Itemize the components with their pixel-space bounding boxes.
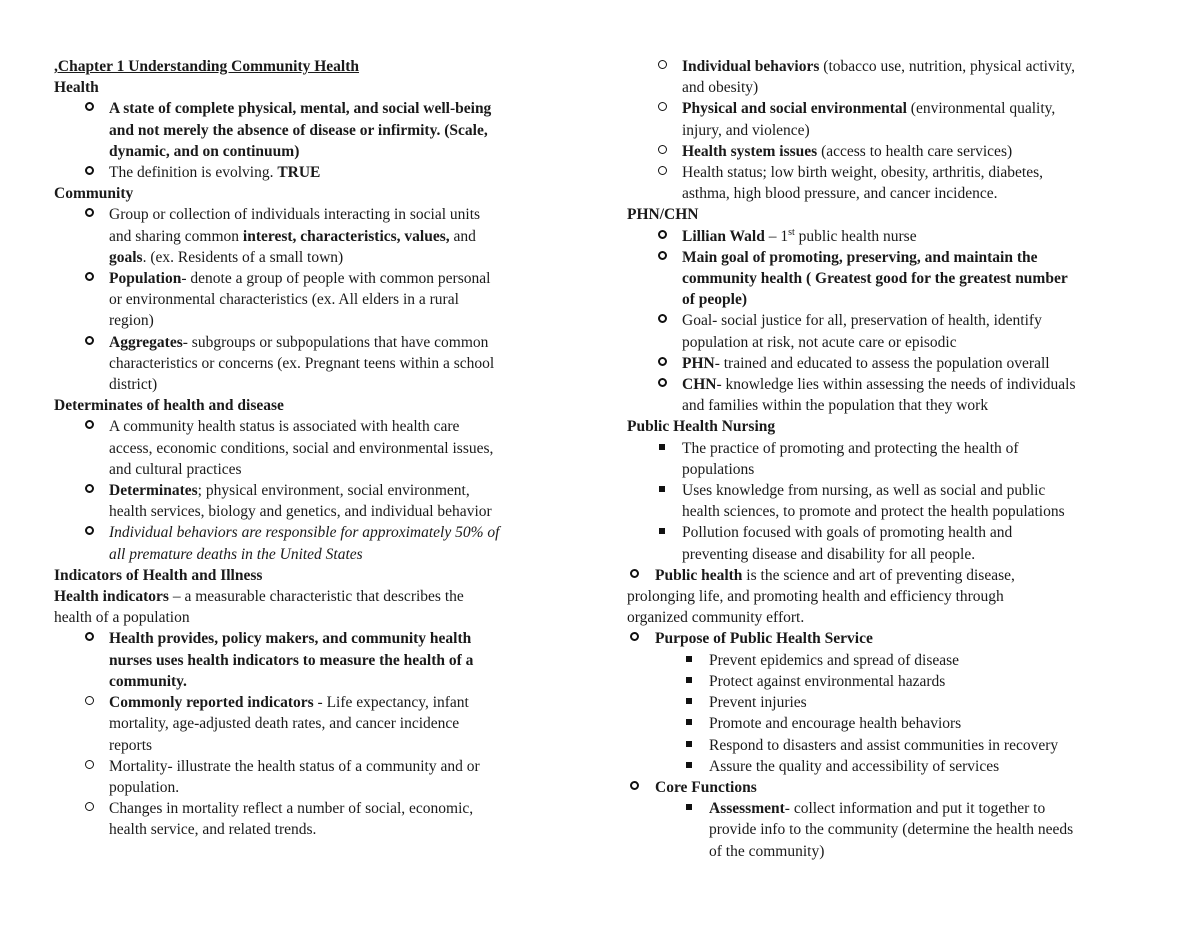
list-item: Population- denote a group of people with common personal or environmental characteristics (ex. All elders in a rural region) — [54, 268, 574, 332]
heading-public-health-nursing: Public Health Nursing — [627, 418, 776, 436]
ring-bullet-icon — [655, 374, 669, 395]
list-item: Health status; low birth weight, obesity, arthritis, diabetes, asthma, high blood pressure, and cancer incidence. — [627, 162, 1152, 204]
square-bullet-icon — [682, 735, 696, 756]
ring-bullet-icon — [82, 204, 96, 225]
list-item: The definition is evolving. TRUE — [54, 162, 574, 183]
circle-bullet-icon — [655, 56, 669, 77]
square-bullet-icon — [682, 713, 696, 734]
square-bullet-icon — [655, 522, 669, 543]
ring-bullet-icon — [82, 480, 96, 501]
health-indicators-definition: Health indicators – a measurable characteristic that describes the — [54, 588, 464, 606]
square-bullet-icon — [655, 480, 669, 501]
list-item: Lillian Wald – 1st public health nurse — [627, 226, 1152, 247]
list-item: Promote and encourage health behaviors — [627, 713, 1152, 734]
ring-bullet-icon — [82, 332, 96, 353]
left-column — [54, 56, 574, 841]
list-item: Commonly reported indicators - Life expectancy, infant mortality, age-adjusted death rates, and cancer incidence reports — [54, 692, 574, 756]
heading-community: Community — [54, 185, 134, 203]
heading-health: Health — [54, 79, 99, 97]
ring-bullet-icon — [627, 628, 641, 649]
square-bullet-icon — [682, 650, 696, 671]
circle-bullet-icon — [82, 756, 96, 777]
list-item: Assessment- collect information and put it together to provide info to the community (determine the health needs of the community) — [627, 798, 1152, 862]
list-item: Pollution focused with goals of promoting health and preventing disease and disability for all people. — [627, 522, 1152, 564]
list-item: Individual behaviors are responsible for approximately 50% of all premature deaths in the United States — [54, 522, 574, 564]
circle-bullet-icon — [655, 141, 669, 162]
circle-bullet-icon — [655, 162, 669, 183]
list-item: Assure the quality and accessibility of services — [627, 756, 1152, 777]
list-item: Health system issues (access to health care services) — [627, 141, 1152, 162]
circle-bullet-icon — [655, 98, 669, 119]
ring-bullet-icon — [82, 522, 96, 543]
heading-determinates: Determinates of health and disease — [54, 397, 284, 415]
list-item: Main goal of promoting, preserving, and maintain the community health ( Greatest good for the greatest number of people) — [627, 247, 1152, 311]
circle-bullet-icon — [82, 692, 96, 713]
right-column — [627, 56, 1152, 862]
list-item: PHN- trained and educated to assess the population overall — [627, 353, 1152, 374]
public-health-cont: organized community effort. — [627, 609, 805, 627]
ring-bullet-icon — [627, 565, 641, 586]
list-item: Prevent epidemics and spread of disease — [627, 650, 1152, 671]
ring-bullet-icon — [82, 98, 96, 119]
list-item: Mortality- illustrate the health status of a community and or population. — [54, 756, 574, 798]
list-item: Aggregates- subgroups or subpopulations that have common characteristics or concerns (ex. Pregnant teens within a school district) — [54, 332, 574, 396]
list-item: Core Functions — [627, 777, 1152, 798]
ring-bullet-icon — [655, 247, 669, 268]
ring-bullet-icon — [655, 353, 669, 374]
circle-bullet-icon — [82, 798, 96, 819]
list-item: Prevent injuries — [627, 692, 1152, 713]
list-item: Physical and social environmental (environmental quality, injury, and violence) — [627, 98, 1152, 140]
list-item: Determinates; physical environment, social environment, health services, biology and genetics, and individual behavior — [54, 480, 574, 522]
ring-bullet-icon — [655, 226, 669, 247]
list-item: CHN- knowledge lies within assessing the needs of individuals and families within the population that they work — [627, 374, 1152, 416]
list-item: Protect against environmental hazards — [627, 671, 1152, 692]
square-bullet-icon — [655, 438, 669, 459]
ring-bullet-icon — [82, 162, 96, 183]
list-item: Goal- social justice for all, preservation of health, identify population at risk, not acute care or episodic — [627, 310, 1152, 352]
list-item: Public health is the science and art of preventing disease, — [627, 565, 1152, 586]
square-bullet-icon — [682, 798, 696, 819]
chapter-title: ,Chapter 1 Understanding Community Health — [54, 58, 360, 75]
health-indicators-definition-cont: health of a population — [54, 609, 190, 627]
list-item: Uses knowledge from nursing, as well as social and public health sciences, to promote and protect the health populations — [627, 480, 1152, 522]
list-item: Individual behaviors (tobacco use, nutrition, physical activity, and obesity) — [627, 56, 1152, 98]
heading-indicators: Indicators of Health and Illness — [54, 566, 263, 584]
list-item: A community health status is associated with health care access, economic conditions, social and environmental issues, and cultural practices — [54, 416, 574, 480]
ring-bullet-icon — [627, 777, 641, 798]
public-health-cont: prolonging life, and promoting health and efficiency through — [627, 588, 1004, 606]
square-bullet-icon — [682, 692, 696, 713]
list-item: A state of complete physical, mental, and social well-being and not merely the absence of disease or infirmity. (Scale, dynamic, and on continuum) — [54, 98, 574, 162]
heading-phn-chn: PHN/CHN — [627, 206, 699, 224]
list-item: Respond to disasters and assist communities in recovery — [627, 735, 1152, 756]
list-item: Health provides, policy makers, and community health nurses uses health indicators to measure the health of a community. — [54, 628, 574, 692]
list-item: Changes in mortality reflect a number of social, economic, health service, and related trends. — [54, 798, 574, 840]
list-item: The practice of promoting and protecting the health of populations — [627, 438, 1152, 480]
list-item: Purpose of Public Health Service — [627, 628, 1152, 649]
list-item: Group or collection of individuals interacting in social units and sharing common interest, characteristics, values, and goals. (ex. Residents of a small town) — [54, 204, 574, 268]
ring-bullet-icon — [82, 268, 96, 289]
square-bullet-icon — [682, 756, 696, 777]
ring-bullet-icon — [655, 310, 669, 331]
ring-bullet-icon — [82, 416, 96, 437]
square-bullet-icon — [682, 671, 696, 692]
ring-bullet-icon — [82, 628, 96, 649]
